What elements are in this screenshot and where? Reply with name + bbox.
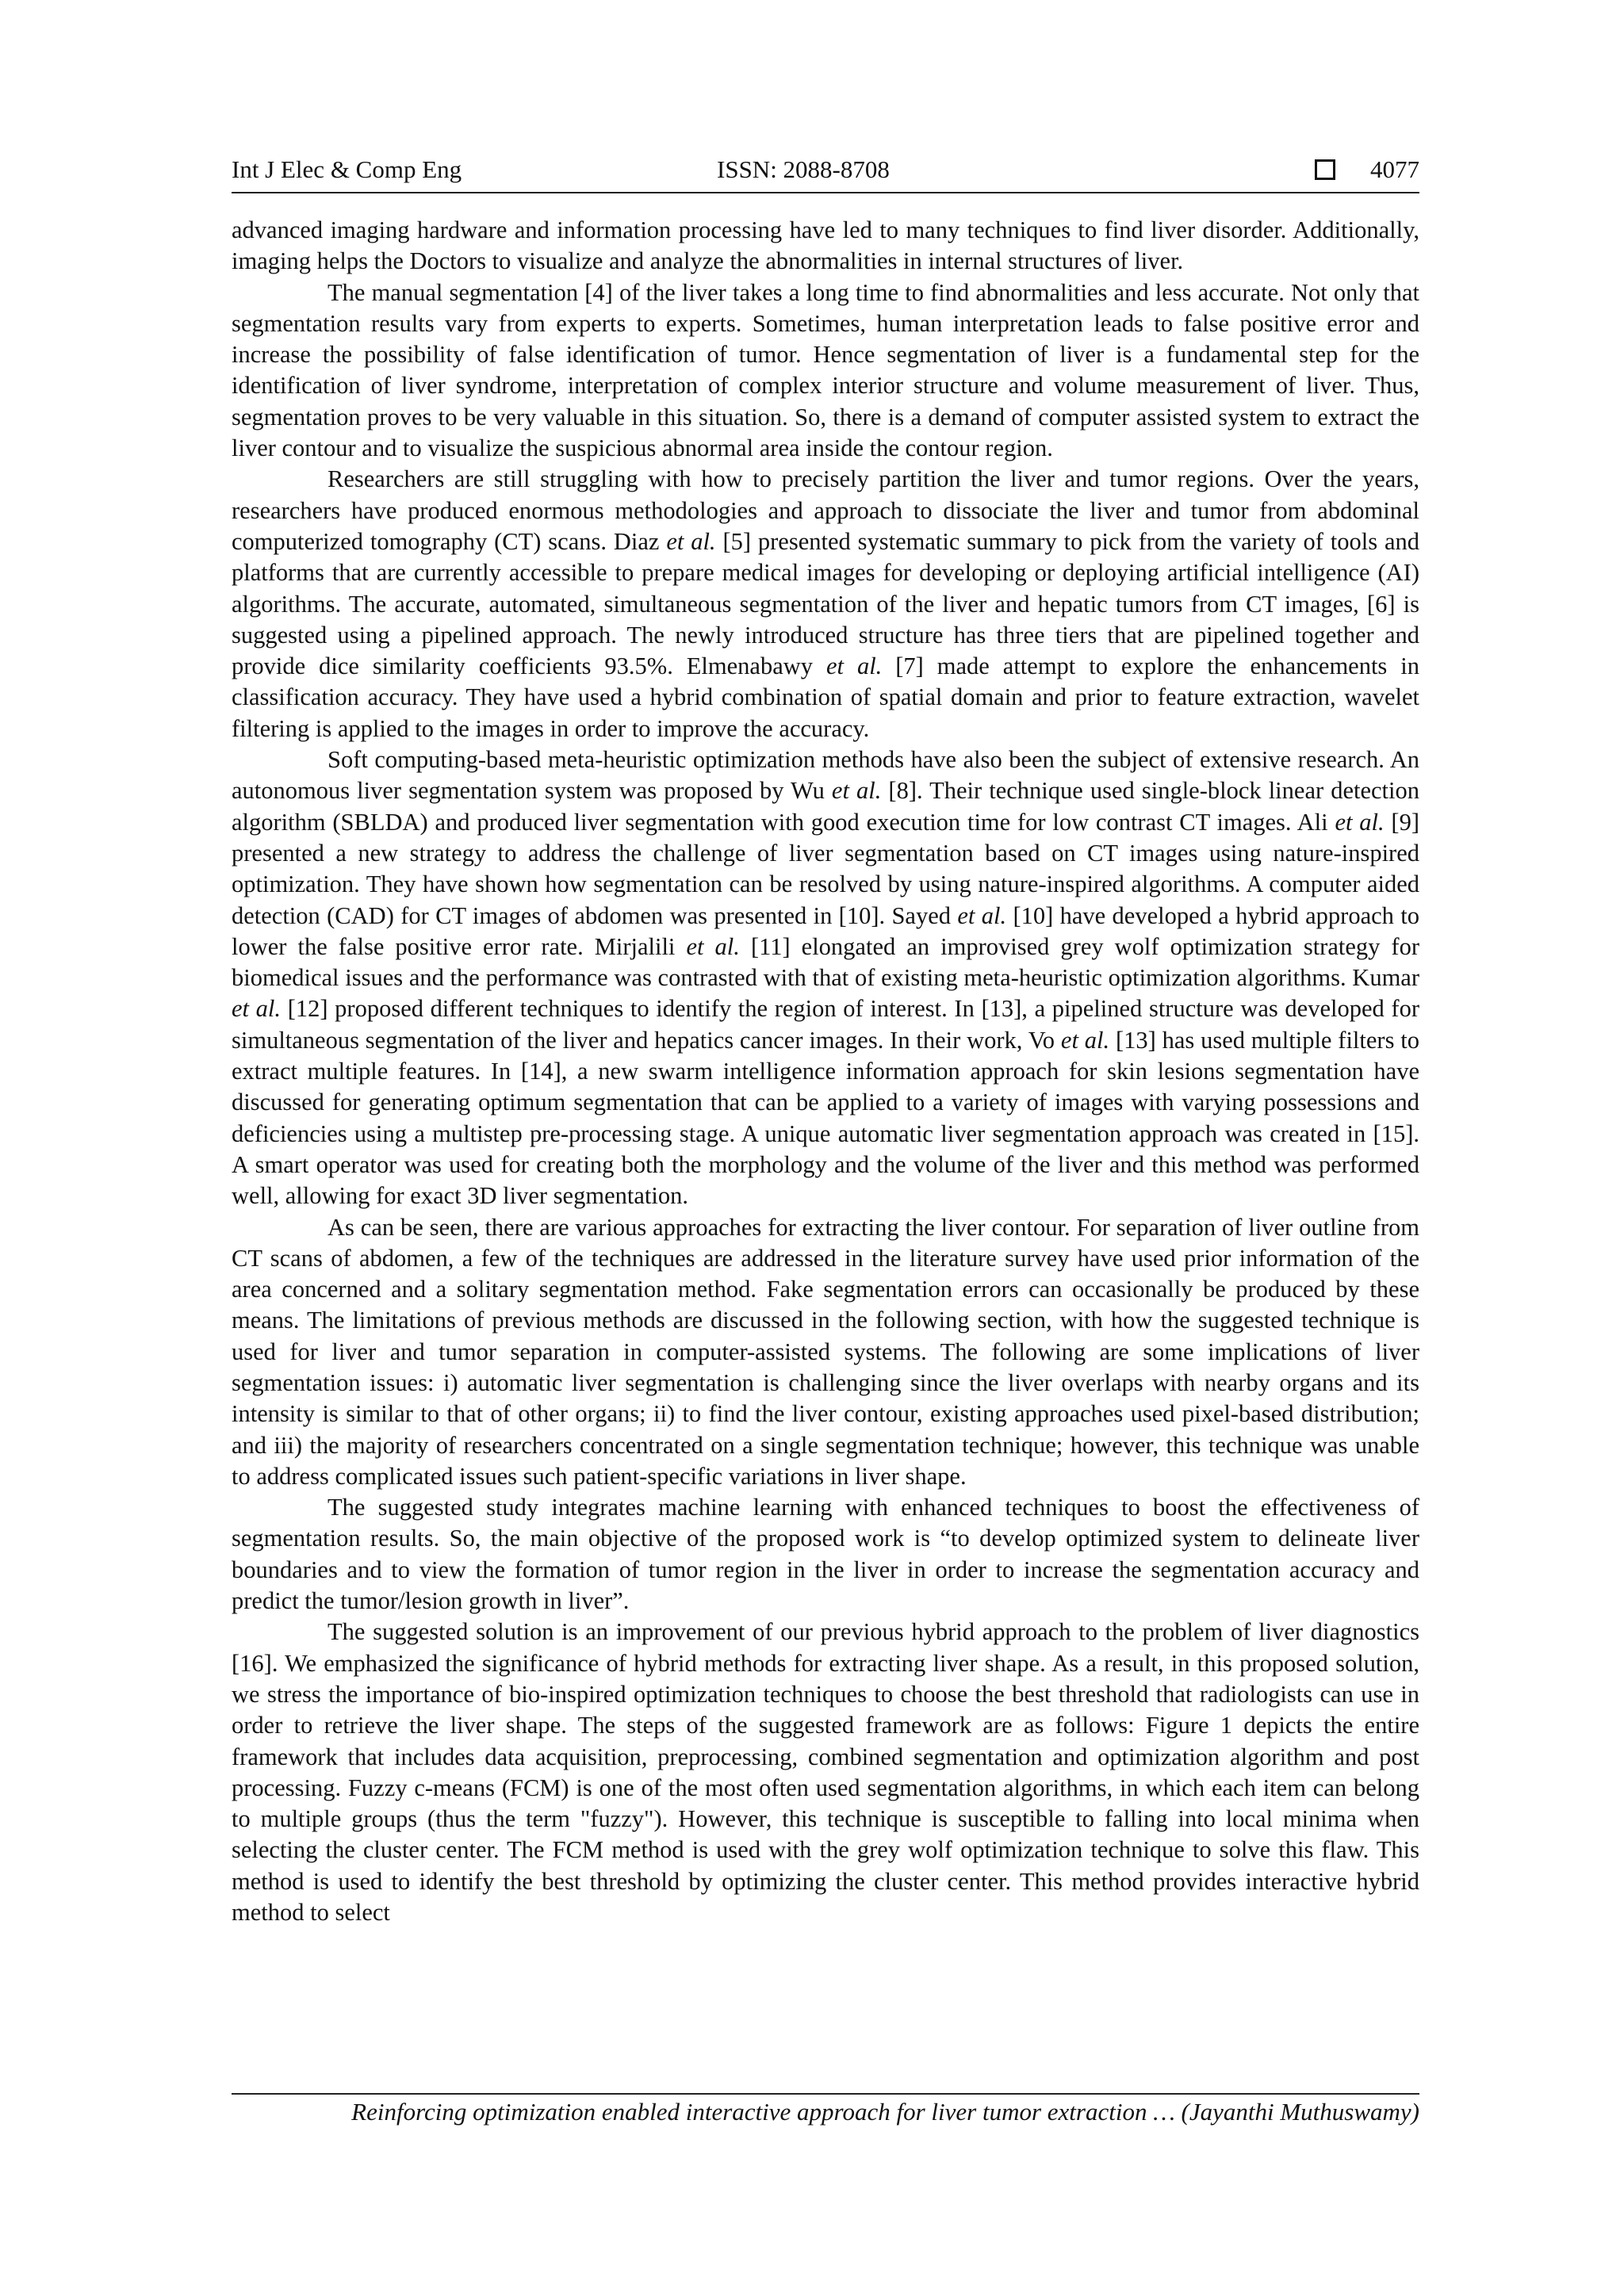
body-paragraph: The suggested solution is an improvement of our previous hybrid approach to the problem of liver diagnostics [16]. We emphasized the significance of hybrid methods for extracting liver shape. As a result, in this proposed solution, we stress the importance of bio-inspired optimization techniques to choose the best threshold that radiologists can use in order to retrieve the liver shape. The steps of the suggested framework are as follows: Figure 1 depicts the entire framework that includes data acquisition, preprocessing, combined segmentation and optimization algorithm and post processing. Fuzzy c-means (FCM) is one of the most often used segmentation algorithms, in which each item can belong to multiple groups (thus the term "fuzzy"). However, this technique is susceptible to falling into local minima when selecting the cluster center. The FCM method is used with the grey wolf optimization technique to solve this flaw. This method is used to identify the best threshold by optimizing the cluster center. This method provides interactive hybrid method to select [232,1618,1419,1927]
square-box-icon [1315,159,1335,180]
issn: ISSN: 2088-8708 [717,155,890,183]
paper-page [232,0,1419,2296]
running-header [232,155,1419,193]
page-number: 4077 [1370,155,1419,183]
body-paragraph: The suggested study integrates machine learning with enhanced techniques to boost the effectiveness of segmentation results. So, the main objective of the proposed work is “to develop optimized system to delineate liver boundaries and to view the formation of tumor region in the liver in order to increase the segmentation accuracy and predict the tumor/lesion growth in liver”. [232,1494,1419,1615]
journal-name: Int J Elec & Comp Eng [232,155,462,183]
body-paragraph: The manual segmentation [4] of the liver takes a long time to find abnormalities and less accurate. Not only that segmentation results vary from experts to experts. Sometimes, human interpretation leads to false positive error and increase the possibility of false identification of tumor. Hence segmentation of liver is a fundamental step for the identification of liver syndrome, interpretation of complex interior structure and volume measurement of liver. Thus, segmentation proves to be very valuable in this situation. So, there is a demand of computer assisted system to extract the liver contour and to visualize the suspicious abnormal area inside the contour region. [232,278,1419,462]
footer-running-title: Reinforcing optimization enabled interactive approach for liver tumor extraction … (Jayanthi Muthuswamy) [351,2098,1419,2126]
body-text [232,215,1419,1928]
body-paragraph: Soft computing-based meta-heuristic optimization methods have also been the subject of extensive research. An autonomous liver segmentation system was proposed by Wu et al. [8]. Their technique used single-block linear detection algorithm (SBLDA) and produced liver segmentation with good execution time for low contrast CT images. Ali et al. [9] presented a new strategy to address the challenge of liver segmentation based on CT images using nature-inspired optimization. They have shown how segmentation can be resolved by using nature-inspired algorithms. A computer aided detection (CAD) for CT images of abdomen was presented in [10]. Sayed et al. [10] have developed a hybrid approach to lower the false positive error rate. Mirjalili et al. [11] elongated an improvised grey wolf optimization strategy for biomedical issues and the performance was contrasted with that of existing meta-heuristic optimization algorithms. Kumar et al. [12] proposed different techniques to identify the region of interest. In [13], a pipelined structure was developed for simultaneous segmentation of the liver and hepatics cancer images. In their work, Vo et al. [13] has used multiple filters to extract multiple features. In [14], a new swarm intelligence information approach for skin lesions segmentation have discussed for generating optimum segmentation that can be applied to a variety of images with varying possessions and deficiencies using a multistep pre-processing stage. A unique automatic liver segmentation approach was created in [15]. A smart operator was used for creating both the morphology and the volume of the liver and this method was performed well, allowing for exact 3D liver segmentation. [232,746,1419,1210]
body-paragraph: Researchers are still struggling with how to precisely partition the liver and tumor regions. Over the years, researchers have produced enormous methodologies and approach to dissociate the liver and tumor from abdominal computerized tomography (CT) scans. Diaz et al. [5] presented systematic summary to pick from the variety of tools and platforms that are currently accessible to prepare medical images for developing or deploying artificial intelligence (AI) algorithms. The accurate, automated, simultaneous segmentation of the liver and hepatic tumors from CT images, [6] is suggested using a pipelined approach. The newly introduced structure has three tiers that are pipelined together and provide dice similarity coefficients 93.5%. Elmenabawy et al. [7] made attempt to explore the enhancements in classification accuracy. They have used a hybrid combination of spatial domain and prior to feature extraction, wavelet filtering is applied to the images in order to improve the accuracy. [232,465,1419,742]
body-paragraph: As can be seen, there are various approaches for extracting the liver contour. For separation of liver outline from CT scans of abdomen, a few of the techniques are addressed in the literature survey have used prior information of the area concerned and a solitary segmentation method. Fake segmentation errors can occasionally be produced by these means. The limitations of previous methods are discussed in the following section, with how the suggested technique is used for liver and tumor separation in computer-assisted systems. The following are some implications of liver segmentation issues: i) automatic liver segmentation is challenging since the liver overlaps with nearby organs and its intensity is similar to that of other organs; ii) to find the liver contour, existing approaches used pixel-based distribution; and iii) the majority of researchers concentrated on a single segmentation technique; however, this technique was unable to address complicated issues such patient-specific variations in liver shape. [232,1213,1419,1490]
body-paragraph: advanced imaging hardware and information processing have led to many techniques to find liver disorder. Additionally, imaging helps the Doctors to visualize and analyze the abnormalities in internal structures of liver. [232,216,1419,275]
running-footer [232,2093,1419,2126]
